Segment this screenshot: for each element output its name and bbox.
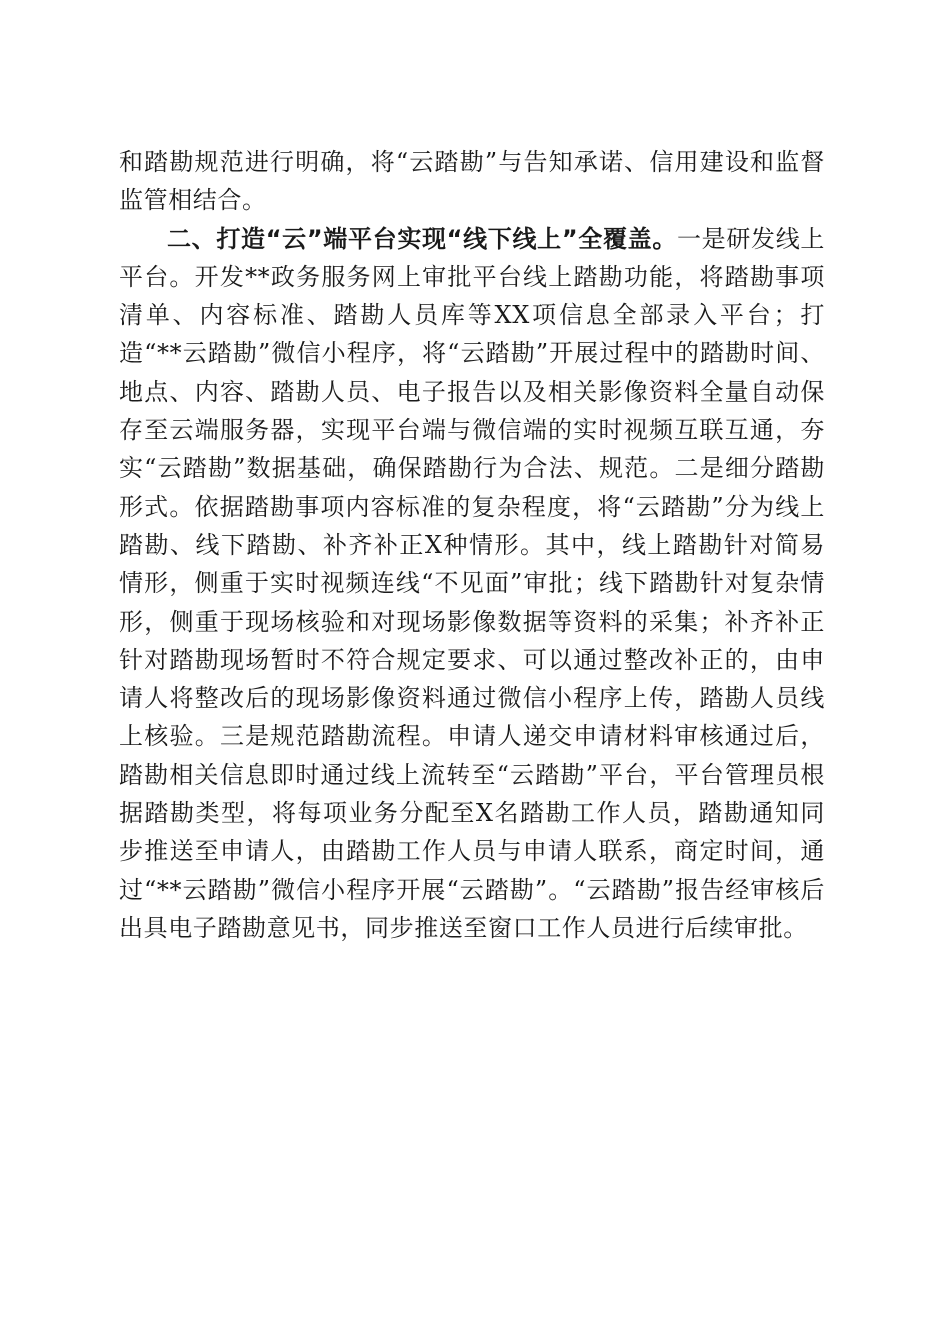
document-body [119,143,825,947]
paragraph-continued: 和踏勘规范进行明确，将“云踏勘”与告知承诺、信用建设和监督监管相结合。 [119,148,825,215]
section-two-heading: 二、打造“云”端平台实现“线下线上”全覆盖。 [167,224,677,253]
section-two-paragraph [119,220,825,948]
section-two-body: 一是研发线上平台。开发**政务服务网上审批平台线上踏勘功能，将踏勘事项清单、内容标准、踏勘人员库等XX项信息全部录入平台；打造“**云踏勘”微信小程序，将“云踏勘”开展过程中的踏勘时间、地点、内容、踏勘人员、电子报告以及相关影像资料全量自动保存至云端服务器，实现平台端与微信端的实时视频互联互通，夯实“云踏勘”数据基础，确保踏勘行为合法、规范。二是细分踏勘形式。依据踏勘事项内容标准的复杂程度，将“云踏勘”分为线上踏勘、线下踏勘、补齐补正X种情形。其中，线上踏勘针对简易情形，侧重于实时视频连线“不见面”审批；线下踏勘针对复杂情形，侧重于现场核验和对现场影像数据等资料的采集；补齐补正针对踏勘现场暂时不符合规定要求、可以通过整改补正的，由申请人将整改后的现场影像资料通过微信小程序上传，踏勘人员线上核验。三是规范踏勘流程。申请人递交申请材料审核通过后，踏勘相关信息即时通过线上流转至“云踏勘”平台，平台管理员根据踏勘类型，将每项业务分配至X名踏勘工作人员，踏勘通知同步推送至申请人，由踏勘工作人员与申请人联系，商定时间，通过“**云踏勘”微信小程序开展“云踏勘”。“云踏勘”报告经审核后出具电子踏勘意见书，同步推送至窗口工作人员进行后续审批。 [119,224,825,942]
